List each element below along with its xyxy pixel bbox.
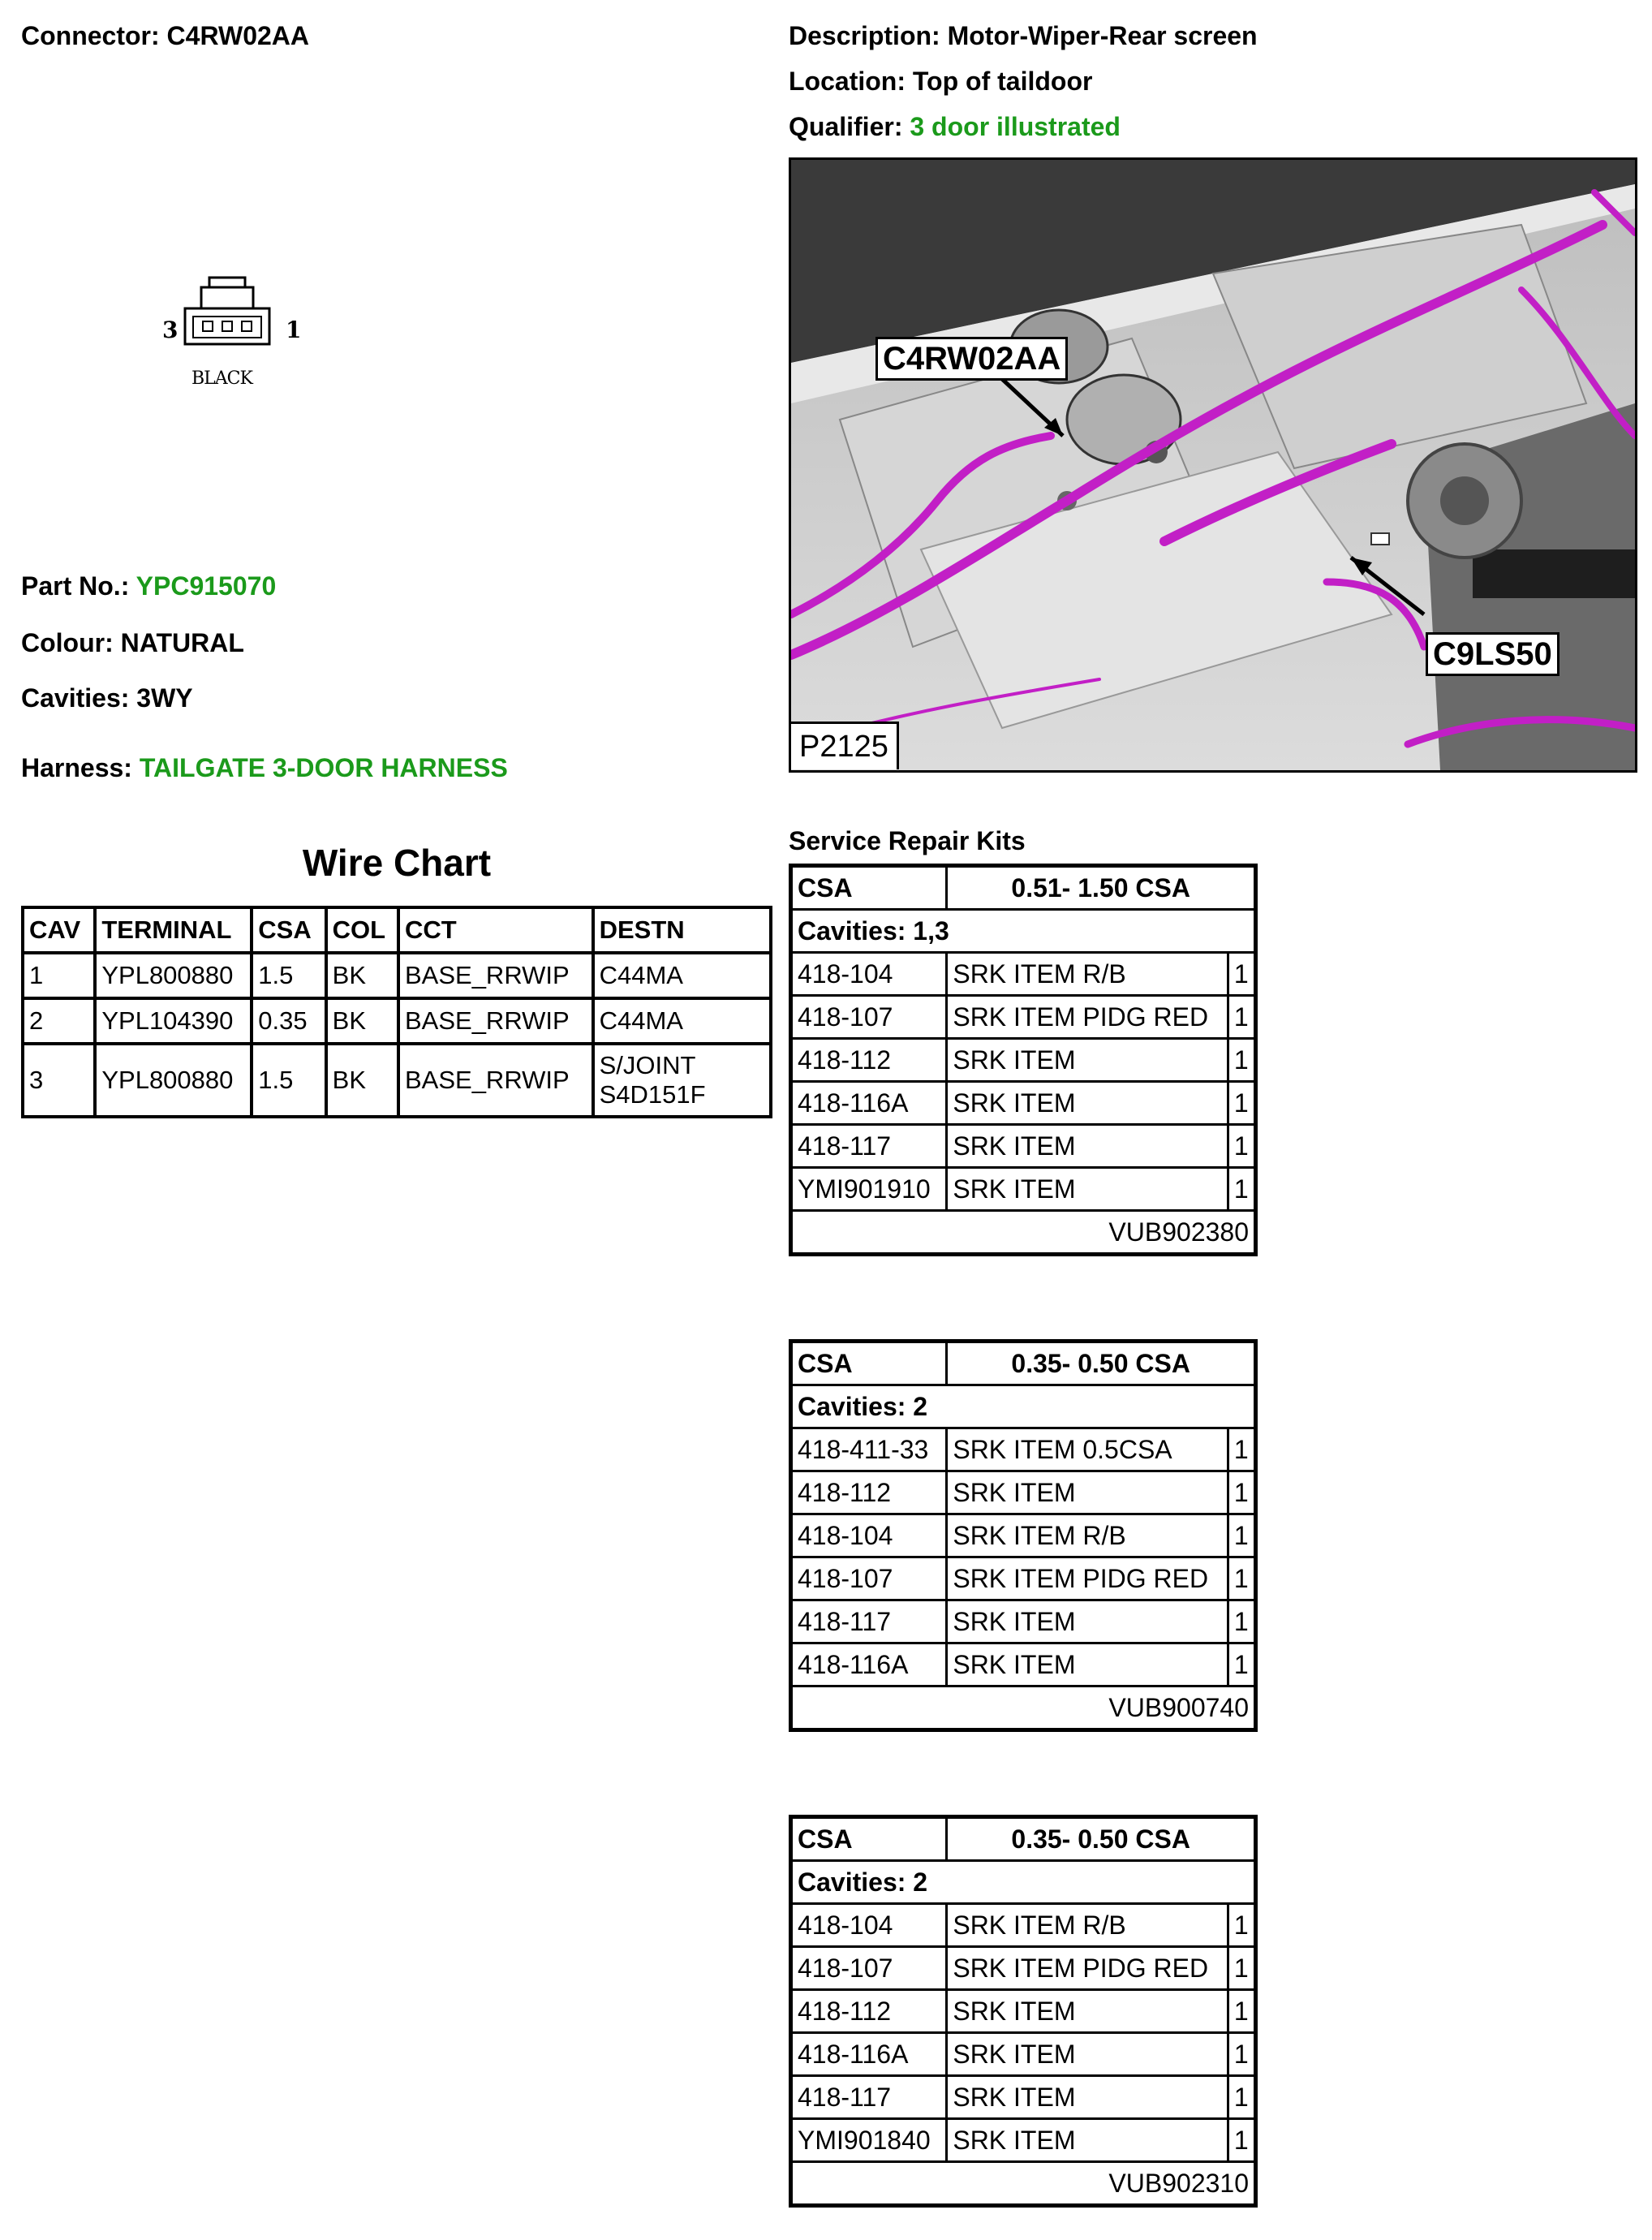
qualifier-value: 3 door illustrated	[910, 112, 1121, 141]
service-kit-table-3	[789, 1815, 1258, 2208]
kit-item-desc: SRK ITEM	[947, 1600, 1228, 1643]
cell-cav: 1	[23, 953, 95, 998]
cell-csa: 1.5	[252, 953, 325, 998]
table-row	[791, 1428, 1256, 1471]
cell-destn: C44MA	[593, 998, 771, 1044]
kit-item-qty: 1	[1228, 1471, 1255, 1514]
service-kit-table-2	[789, 1339, 1258, 1732]
harness-value: TAILGATE 3-DOOR HARNESS	[139, 753, 508, 782]
kit-code: VUB902310	[791, 2162, 1256, 2206]
cell-cct: BASE_RRWIP	[398, 1044, 593, 1117]
table-row	[791, 2076, 1256, 2119]
service-kit-table-1	[789, 864, 1258, 1256]
part-label: Part No.:	[21, 571, 130, 601]
kit-footer-row	[791, 1686, 1256, 1730]
pin-label-left: 3	[162, 317, 179, 343]
callout-connector-id: C4RW02AA	[875, 337, 1068, 381]
cavities-line	[21, 682, 193, 714]
kit-item-desc: SRK ITEM	[947, 2076, 1228, 2119]
table-row	[791, 953, 1256, 996]
kit-item-desc: SRK ITEM	[947, 2033, 1228, 2076]
col-header-cct: CCT	[398, 907, 593, 953]
kit-csa-range: 0.51- 1.50 CSA	[947, 866, 1256, 910]
kit-item-desc: SRK ITEM	[947, 1168, 1228, 1211]
kit-item-qty: 1	[1228, 2033, 1255, 2076]
harness-label: Harness:	[21, 753, 132, 782]
service-kits-title: Service Repair Kits	[789, 826, 1026, 855]
cell-col: BK	[326, 953, 398, 998]
harness-line	[21, 752, 508, 784]
kit-item-part: 418-117	[791, 1600, 947, 1643]
kit-csa-label: CSA	[791, 866, 947, 910]
kit-item-part: 418-112	[791, 1990, 947, 2033]
kit-cavities-row	[791, 1861, 1256, 1904]
description-line	[789, 19, 1258, 52]
kit-item-desc: SRK ITEM	[947, 1039, 1228, 1082]
kit-csa-label: CSA	[791, 1342, 947, 1385]
kit-csa-range: 0.35- 0.50 CSA	[947, 1817, 1256, 1861]
kit-item-desc: SRK ITEM	[947, 1643, 1228, 1686]
cavities-label: Cavities:	[21, 683, 130, 713]
cell-destn: C44MA	[593, 953, 771, 998]
kit-cavities: Cavities: 1,3	[791, 910, 1256, 953]
kit-footer-row	[791, 2162, 1256, 2206]
col-header-col: COL	[326, 907, 398, 953]
kit-footer-row	[791, 1211, 1256, 1255]
cell-terminal: YPL104390	[95, 998, 252, 1044]
table-row	[791, 2033, 1256, 2076]
kit-item-desc: SRK ITEM R/B	[947, 1904, 1228, 1947]
cell-csa: 1.5	[252, 1044, 325, 1117]
kit-item-part: 418-117	[791, 1125, 947, 1168]
col-header-terminal: TERMINAL	[95, 907, 252, 953]
colour-label: Colour:	[21, 628, 114, 657]
cell-col: BK	[326, 998, 398, 1044]
kit-item-part: 418-107	[791, 996, 947, 1039]
callout-ground-id: C9LS50	[1426, 632, 1560, 676]
kit-item-desc: SRK ITEM	[947, 1990, 1228, 2033]
qualifier-label: Qualifier:	[789, 112, 903, 141]
kit-code: VUB900740	[791, 1686, 1256, 1730]
kit-item-desc: SRK ITEM R/B	[947, 953, 1228, 996]
location-photo-drawing	[791, 160, 1635, 770]
location-label: Location:	[789, 67, 906, 96]
wire-chart-title: Wire Chart	[302, 842, 492, 884]
kit-cavities: Cavities: 2	[791, 1385, 1256, 1428]
kit-item-qty: 1	[1228, 1947, 1255, 1990]
kit-header-row	[791, 1342, 1256, 1385]
kit-item-qty: 1	[1228, 1428, 1255, 1471]
kit-item-part: 418-411-33	[791, 1428, 947, 1471]
kit-item-part: 418-104	[791, 1514, 947, 1557]
kit-item-qty: 1	[1228, 1600, 1255, 1643]
table-row	[791, 2119, 1256, 2162]
table-row	[791, 1990, 1256, 2033]
kit-item-part: 418-107	[791, 1557, 947, 1600]
table-row	[791, 996, 1256, 1039]
cell-terminal: YPL800880	[95, 1044, 252, 1117]
table-row	[791, 1514, 1256, 1557]
connector-value: C4RW02AA	[166, 21, 309, 50]
col-header-destn: DESTN	[593, 907, 771, 953]
table-row	[791, 1600, 1256, 1643]
kit-item-qty: 1	[1228, 1904, 1255, 1947]
table-row	[791, 1125, 1256, 1168]
kit-item-qty: 1	[1228, 1990, 1255, 2033]
kit-item-qty: 1	[1228, 2119, 1255, 2162]
table-row	[23, 1044, 771, 1117]
kit-item-desc: SRK ITEM R/B	[947, 1514, 1228, 1557]
kit-item-part: YMI901910	[791, 1168, 947, 1211]
kit-item-qty: 1	[1228, 1039, 1255, 1082]
connector-line	[21, 19, 309, 52]
kit-item-part: 418-116A	[791, 1643, 947, 1686]
kit-item-part: 418-107	[791, 1947, 947, 1990]
kit-item-qty: 1	[1228, 1082, 1255, 1125]
kit-item-desc: SRK ITEM	[947, 2119, 1228, 2162]
kit-csa-label: CSA	[791, 1817, 947, 1861]
kit-item-qty: 1	[1228, 2076, 1255, 2119]
cell-cav: 2	[23, 998, 95, 1044]
cell-cav: 3	[23, 1044, 95, 1117]
kit-item-part: 418-104	[791, 953, 947, 996]
pin-label-right: 1	[286, 317, 302, 343]
connector-face-diagram	[154, 269, 316, 399]
location-value: Top of taildoor	[912, 67, 1093, 96]
kit-item-desc: SRK ITEM PIDG RED	[947, 1947, 1228, 1990]
table-row	[791, 1039, 1256, 1082]
kit-item-desc: SRK ITEM	[947, 1125, 1228, 1168]
kit-item-part: 418-104	[791, 1904, 947, 1947]
connector-colour-caption: BLACK	[191, 368, 252, 389]
table-row	[23, 998, 771, 1044]
table-row	[791, 1168, 1256, 1211]
kit-item-part: 418-112	[791, 1039, 947, 1082]
description-label: Description:	[789, 21, 940, 50]
table-row	[791, 1557, 1256, 1600]
kit-item-qty: 1	[1228, 996, 1255, 1039]
kit-item-part: 418-116A	[791, 2033, 947, 2076]
photo-ref-code: P2125	[791, 722, 899, 769]
col-header-csa: CSA	[252, 907, 325, 953]
kit-cavities-row	[791, 1385, 1256, 1428]
kit-item-qty: 1	[1228, 1125, 1255, 1168]
table-row	[791, 1471, 1256, 1514]
kit-header-row	[791, 1817, 1256, 1861]
kit-item-qty: 1	[1228, 1557, 1255, 1600]
cell-col: BK	[326, 1044, 398, 1117]
connector-label: Connector:	[21, 21, 160, 50]
table-row	[23, 953, 771, 998]
col-header-cav: CAV	[23, 907, 95, 953]
cell-terminal: YPL800880	[95, 953, 252, 998]
wire-chart-header-row	[23, 907, 771, 953]
kit-item-desc: SRK ITEM 0.5CSA	[947, 1428, 1228, 1471]
kit-cavities: Cavities: 2	[791, 1861, 1256, 1904]
cavities-value: 3WY	[136, 683, 193, 713]
kit-item-part: YMI901840	[791, 2119, 947, 2162]
table-row	[791, 1904, 1256, 1947]
kit-item-desc: SRK ITEM PIDG RED	[947, 996, 1228, 1039]
kit-csa-range: 0.35- 0.50 CSA	[947, 1342, 1256, 1385]
kit-item-part: 418-116A	[791, 1082, 947, 1125]
kit-item-qty: 1	[1228, 953, 1255, 996]
kit-item-desc: SRK ITEM	[947, 1471, 1228, 1514]
location-line	[789, 65, 1092, 97]
table-row	[791, 1947, 1256, 1990]
colour-value: NATURAL	[120, 628, 244, 657]
qualifier-line	[789, 110, 1121, 143]
kit-item-part: 418-117	[791, 2076, 947, 2119]
kit-item-desc: SRK ITEM	[947, 1082, 1228, 1125]
location-photo	[789, 157, 1637, 773]
kit-item-desc: SRK ITEM PIDG RED	[947, 1557, 1228, 1600]
description-value: Motor-Wiper-Rear screen	[947, 21, 1258, 50]
cell-cct: BASE_RRWIP	[398, 998, 593, 1044]
kit-cavities-row	[791, 910, 1256, 953]
kit-header-row	[791, 866, 1256, 910]
table-row	[791, 1082, 1256, 1125]
cell-cct: BASE_RRWIP	[398, 953, 593, 998]
cell-destn: S/JOINT S4D151F	[593, 1044, 771, 1117]
kit-code: VUB902380	[791, 1211, 1256, 1255]
wire-chart-table	[21, 906, 772, 1118]
kit-item-part: 418-112	[791, 1471, 947, 1514]
kit-item-qty: 1	[1228, 1643, 1255, 1686]
kit-item-qty: 1	[1228, 1514, 1255, 1557]
part-number: YPC915070	[136, 571, 277, 601]
part-line	[21, 570, 276, 602]
kit-item-qty: 1	[1228, 1168, 1255, 1211]
cell-csa: 0.35	[252, 998, 325, 1044]
table-row	[791, 1643, 1256, 1686]
colour-line	[21, 627, 244, 659]
